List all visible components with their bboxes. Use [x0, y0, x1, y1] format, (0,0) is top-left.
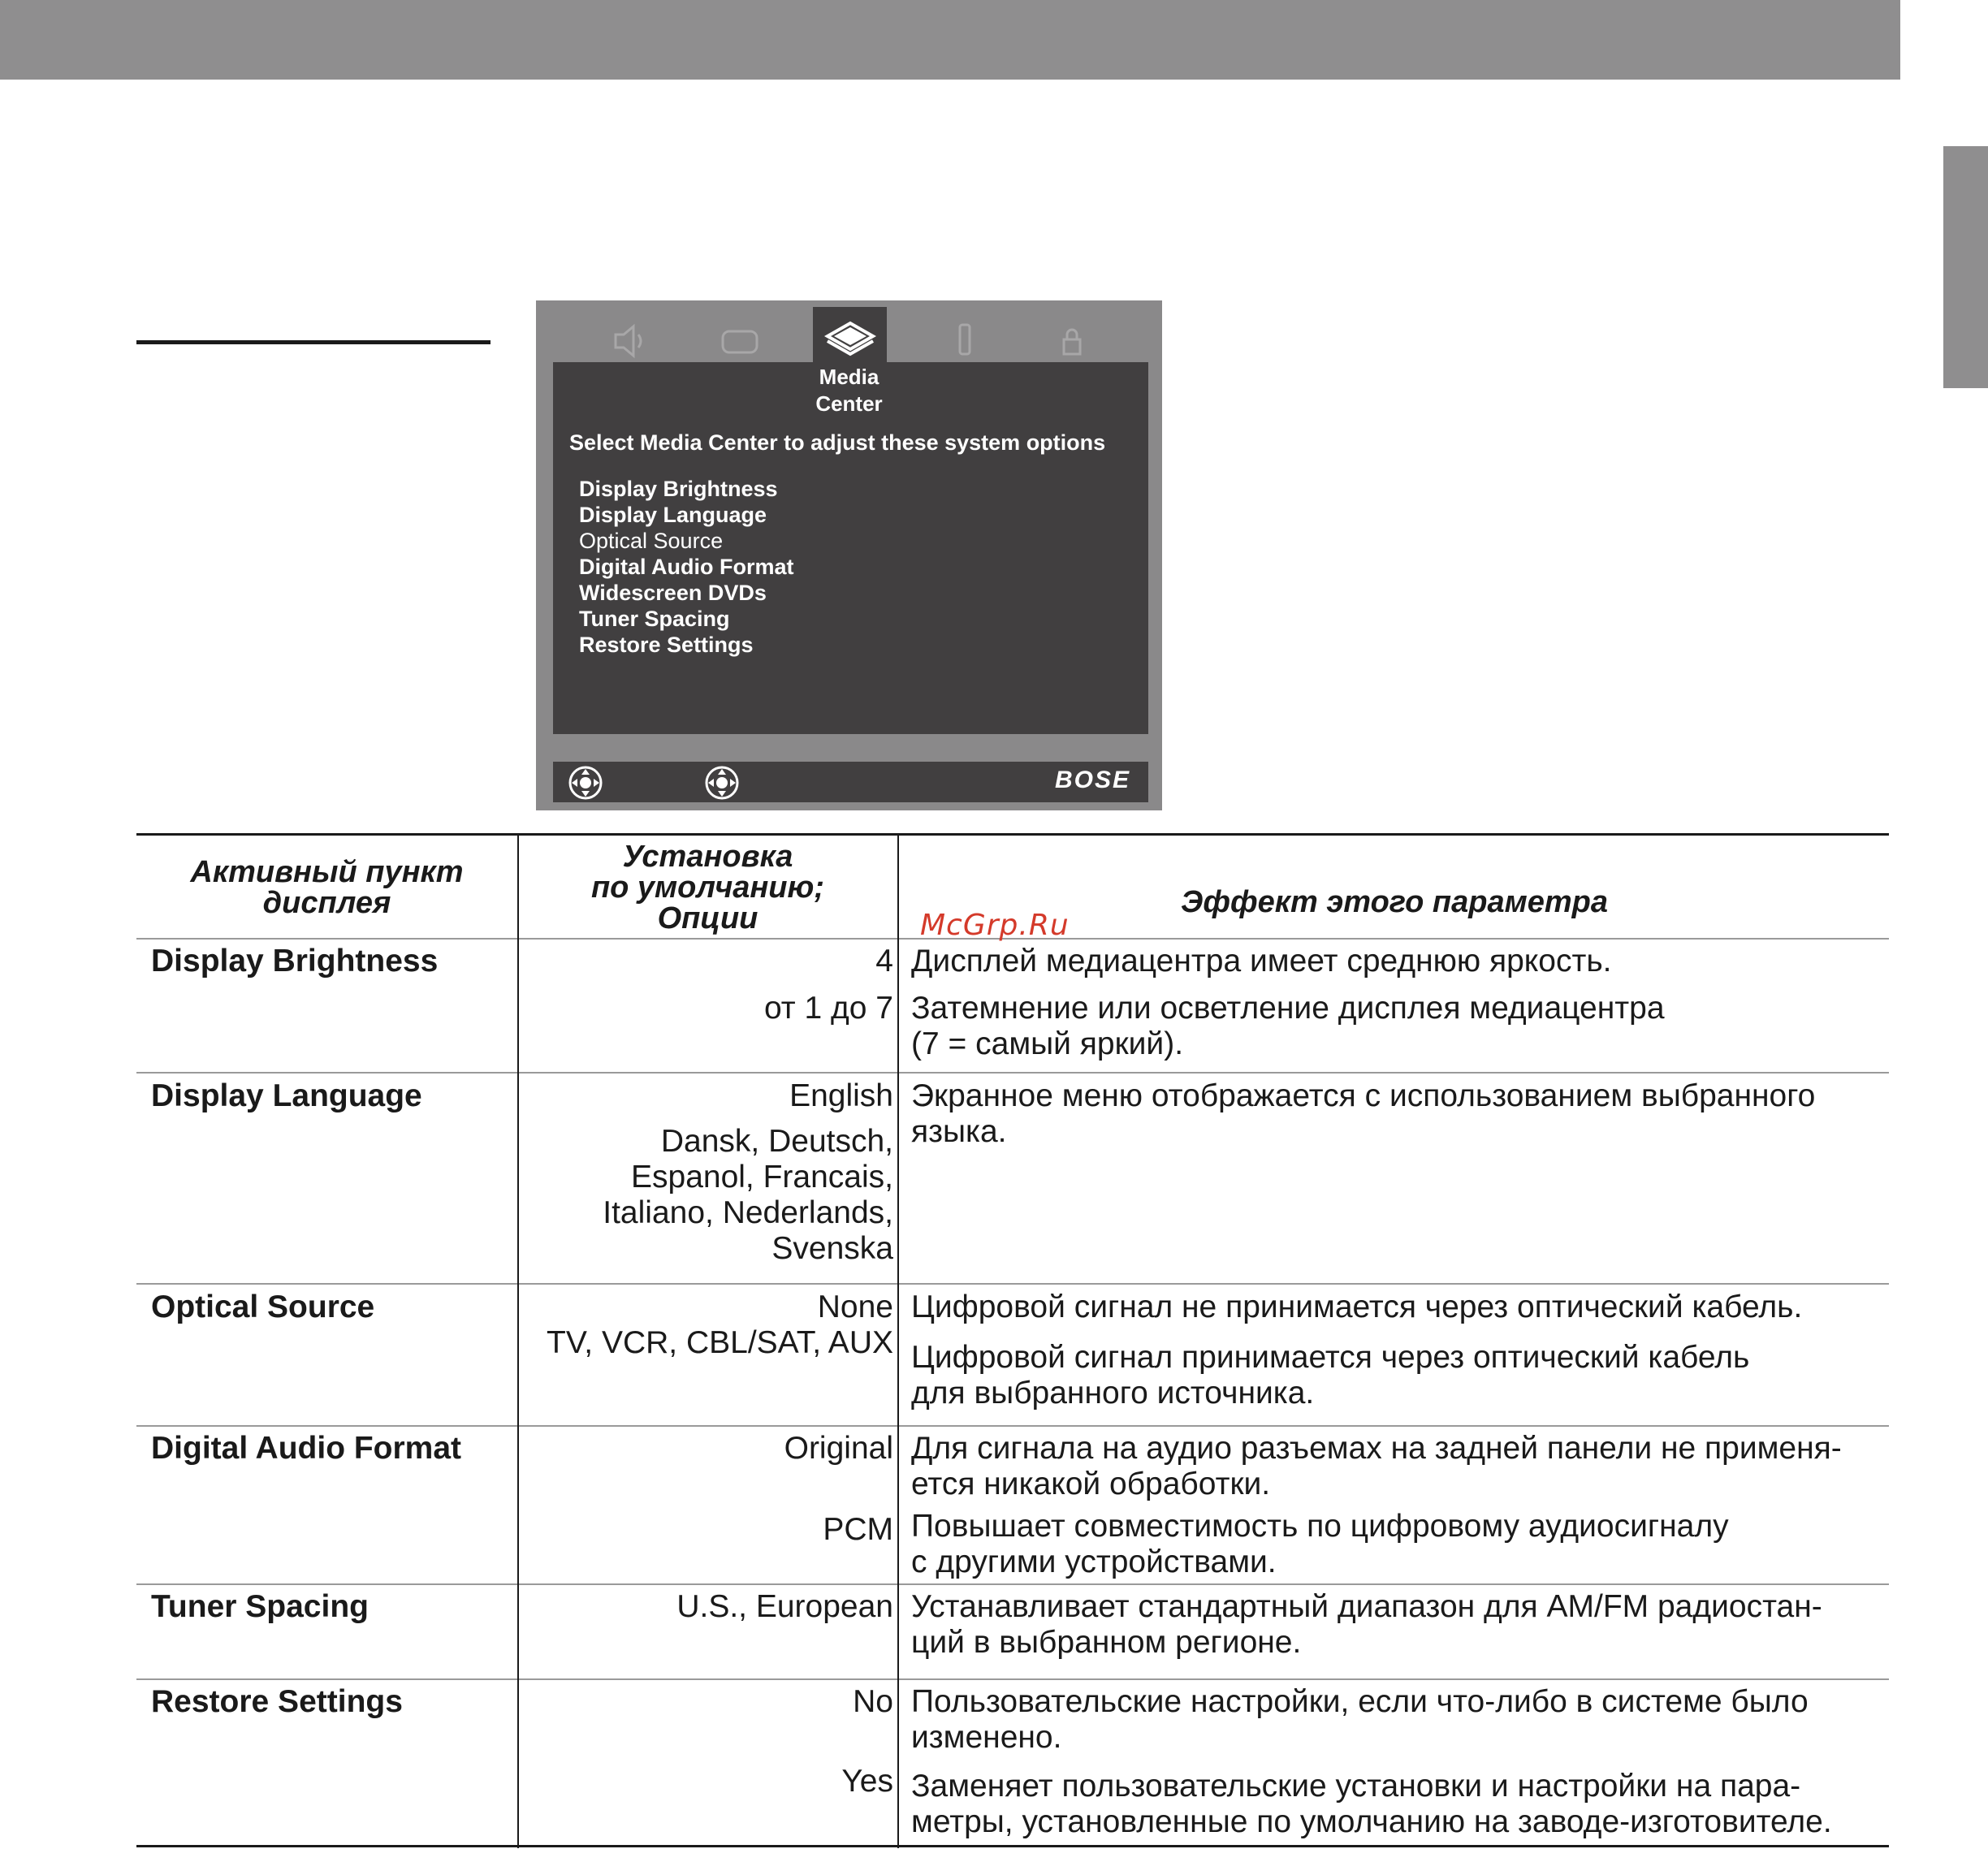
watermark: McGrp.Ru — [920, 909, 1070, 942]
column-divider — [517, 835, 519, 1848]
row-effect: Повышает совместимость по цифровому аудиосигналу с другими устройствами. — [911, 1509, 1729, 1579]
remote-icon — [940, 317, 989, 365]
bose-logo: BOSE — [1054, 767, 1130, 793]
row-value: No — [853, 1684, 893, 1719]
row-effect: Устанавливает стандартный диапазон для AM/FM радиостан- ций в выбранном регионе. — [911, 1589, 1822, 1660]
column-header-default: Установка по умолчанию; Опции — [590, 840, 825, 935]
column-header-effect: Эффект этого параметра — [1181, 885, 1608, 919]
osd-menu-item[interactable]: Display Brightness — [579, 477, 778, 501]
row-divider — [136, 1283, 1889, 1285]
row-value: 4 — [875, 944, 893, 979]
row-name: Display Brightness — [151, 944, 439, 979]
row-effect: Заменяет пользовательские установки и настройки на пара- метры, установленные по умолчанию на заводе-изготовителе. — [911, 1769, 1832, 1839]
section-tab — [1943, 146, 1988, 388]
heading-rule — [136, 340, 491, 344]
osd-menu-item[interactable]: Digital Audio Format — [579, 555, 794, 579]
tv-icon — [716, 317, 765, 365]
row-value: Dansk, Deutsch, Espanol, Francais, Italiano, Nederlands, Svenska — [603, 1124, 893, 1266]
osd-prompt: Select Media Center to adjust these system options — [569, 430, 1106, 455]
row-effect: Затемнение или осветление дисплея медиацентра (7 = самый яркий). — [911, 991, 1665, 1061]
row-value: None — [817, 1290, 893, 1324]
osd-menu-item[interactable]: Tuner Spacing — [579, 607, 730, 631]
column-divider — [897, 835, 899, 1848]
row-value: от 1 до 7 — [763, 991, 893, 1026]
table-bottom-rule — [136, 1845, 1889, 1847]
osd-tab-label: Media Center — [815, 365, 883, 416]
row-effect: Цифровой сигнал не принимается через оптический кабель. — [911, 1290, 1803, 1324]
header-bar — [0, 0, 1900, 80]
row-value: English — [789, 1078, 893, 1113]
osd-bottom-bar — [553, 762, 1148, 802]
row-value: TV, VCR, CBL/SAT, AUX — [547, 1325, 893, 1360]
row-name: Display Language — [151, 1078, 422, 1113]
row-effect: Пользовательские настройки, если что-либо в системе было изменено. — [911, 1684, 1809, 1755]
row-effect: Дисплей медиацентра имеет среднюю яркость. — [911, 944, 1612, 979]
media-center-icon — [823, 315, 878, 364]
row-divider — [136, 1425, 1889, 1427]
row-value: U.S., European — [676, 1589, 893, 1624]
select-pad-icon — [704, 765, 740, 801]
osd-menu — [579, 476, 794, 658]
column-header-item: Активный пункт дисплея — [190, 855, 464, 920]
row-value: Yes — [841, 1764, 893, 1799]
row-effect: Для сигнала на аудио разъемах на задней панели не применя- ется никакой обработки. — [911, 1431, 1842, 1501]
row-divider — [136, 1583, 1889, 1585]
row-name: Tuner Spacing — [151, 1589, 369, 1624]
osd-menu-item-selected[interactable]: Optical Source — [579, 529, 724, 553]
table-top-rule — [136, 833, 1889, 836]
row-effect: Цифровой сигнал принимается через оптический кабель для выбранного источника. — [911, 1340, 1750, 1411]
row-value: Original — [784, 1431, 893, 1466]
lock-icon — [1048, 317, 1096, 365]
row-name: Restore Settings — [151, 1684, 403, 1719]
row-value: PCM — [823, 1512, 893, 1547]
navigation-pad-icon — [568, 765, 603, 801]
media-center-osd-screenshot — [536, 300, 1162, 810]
row-name: Optical Source — [151, 1290, 375, 1324]
row-divider — [136, 1072, 1889, 1074]
row-divider — [136, 1678, 1889, 1680]
speaker-icon — [607, 317, 656, 365]
osd-menu-item[interactable]: Display Language — [579, 503, 767, 527]
row-effect: Экранное меню отображается с использованием выбранного языка. — [911, 1078, 1816, 1149]
row-name: Digital Audio Format — [151, 1431, 462, 1466]
osd-menu-item[interactable]: Widescreen DVDs — [579, 581, 767, 605]
osd-menu-item[interactable]: Restore Settings — [579, 633, 754, 657]
